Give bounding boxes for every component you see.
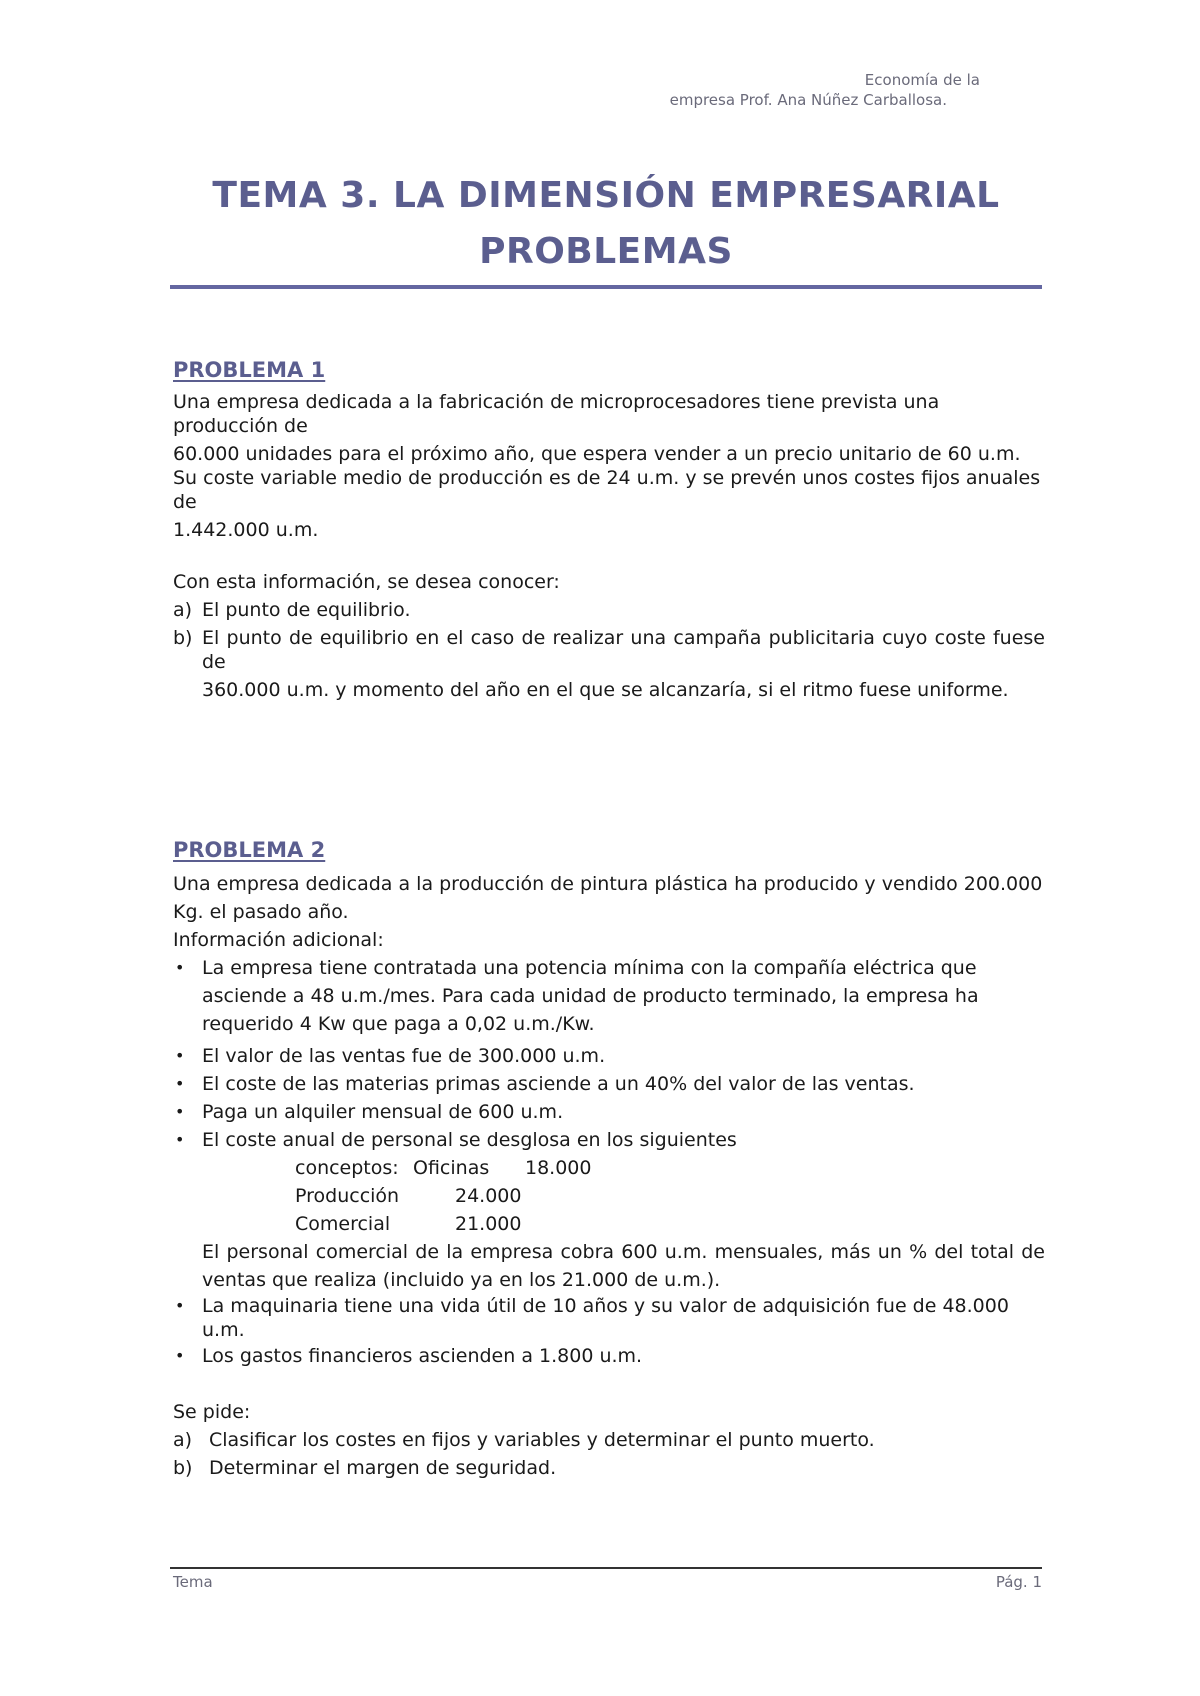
problem-2-heading: PROBLEMA 2 — [173, 838, 326, 862]
title-line-2: PROBLEMAS — [479, 231, 733, 272]
staff-note: El personal comercial de la empresa cobra 600 u.m. mensuales, más un % del total de ventas que realiza (incluido ya en los 21.000 de u.m.). — [202, 1241, 1045, 1291]
footer-divider — [170, 1567, 1042, 1569]
problem-1-question-b — [173, 626, 1045, 702]
question-text-continued: 360.000 u.m. y momento del año en el que se alcanzaría, si el ritmo fuese uniforme. — [202, 679, 1009, 701]
list-item-text: El coste anual de personal se desglosa en los siguientes — [202, 1129, 737, 1151]
list-item-text: La empresa tiene contratada una potencia mínima con la compañía eléctrica que asciende a 48 u.m./mes. Para cada unidad de producto terminado, la empresa ha requerido 4 Kw que paga a 0,02 u.m./Kw. — [202, 957, 979, 1035]
list-item — [173, 1342, 1045, 1370]
list-item — [173, 1126, 1045, 1294]
problem-2-question-a — [173, 1426, 1045, 1454]
spacer — [173, 1370, 1045, 1398]
bullet-icon: • — [175, 958, 185, 977]
list-item-text: El coste de las materias primas asciende a un 40% del valor de las ventas. — [202, 1073, 915, 1095]
header-note — [670, 70, 980, 110]
bullet-icon: • — [175, 1346, 185, 1365]
question-marker: a) — [173, 1429, 193, 1451]
bullet-icon: • — [175, 1296, 185, 1315]
staff-concept: Producción — [295, 1185, 400, 1207]
bullet-icon: • — [175, 1130, 185, 1149]
problem-1-section — [173, 356, 1045, 706]
staff-amount: 18.000 — [525, 1157, 592, 1179]
staff-amount: 21.000 — [455, 1213, 522, 1235]
list-item — [173, 1294, 1045, 1342]
staff-concept: Comercial — [295, 1213, 391, 1235]
bullet-icon: • — [175, 1102, 185, 1121]
question-text: El punto de equilibrio. — [202, 599, 411, 621]
question-marker: b) — [173, 1457, 193, 1479]
problem-2-info-list — [173, 954, 1045, 1370]
problem-1-heading: PROBLEMA 1 — [173, 358, 326, 382]
staff-prefix: conceptos: — [295, 1157, 399, 1179]
question-marker: a) — [173, 599, 193, 621]
problem-1-question-a — [173, 598, 1045, 622]
header-line-2: empresa Prof. Ana Núñez Carballosa. — [669, 91, 947, 109]
problem-1-questions — [173, 598, 1045, 702]
staff-concept: Oficinas — [413, 1157, 490, 1179]
list-item — [173, 954, 1045, 1038]
list-item — [173, 1098, 1045, 1126]
bullet-icon: • — [175, 1074, 185, 1093]
bullet-icon: • — [175, 1046, 185, 1065]
problem-2-info-label: Información adicional: — [173, 929, 384, 951]
title-line-1: TEMA 3. LA DIMENSIÓN EMPRESARIAL — [212, 175, 1000, 216]
question-text: Determinar el margen de seguridad. — [209, 1457, 557, 1479]
staff-cost-table — [295, 1154, 591, 1182]
table-row — [295, 1210, 521, 1238]
footer-left: Tema — [173, 1573, 213, 1591]
header-line-1: Economía de la — [864, 71, 980, 89]
problem-2-question-b — [173, 1454, 1045, 1482]
problem-2-section — [173, 836, 1045, 1482]
list-item-text: La maquinaria tiene una vida útil de 10 años y su valor de adquisición fue de 48.000 u.m. — [202, 1295, 1009, 1341]
question-marker: b) — [173, 627, 193, 649]
question-text: El punto de equilibrio en el caso de realizar una campaña publicitaria cuyo coste fuese de — [202, 627, 1045, 673]
problem-1-text-3: 1.442.000 u.m. — [173, 519, 319, 541]
problem-2-ask-label: Se pide: — [173, 1401, 251, 1423]
problem-2-questions — [173, 1426, 1045, 1482]
list-item-text: Los gastos financieros ascienden a 1.800 u.m. — [202, 1345, 643, 1367]
question-text: Clasificar los costes en fijos y variables y determinar el punto muerto. — [209, 1429, 875, 1451]
staff-amount: 24.000 — [455, 1185, 522, 1207]
list-item — [173, 1042, 1045, 1070]
table-row — [295, 1182, 521, 1210]
table-row — [295, 1154, 591, 1182]
problem-1-intro: Con esta información, se desea conocer: — [173, 571, 560, 593]
spacer — [173, 542, 1045, 570]
list-item-text: Paga un alquiler mensual de 600 u.m. — [202, 1101, 564, 1123]
problem-1-text-1: Una empresa dedicada a la fabricación de microprocesadores tiene prevista una producción de — [173, 391, 940, 437]
list-item — [173, 1070, 1045, 1098]
staff-cost-table-cont — [295, 1182, 521, 1238]
page-title — [170, 168, 1042, 280]
problem-1-text-2: 60.000 unidades para el próximo año, que espera vender a un precio unitario de 60 u.m. Su coste variable medio de producción es de 24 u.m. y se prevén unos costes fijos anuales de — [173, 443, 1041, 513]
list-item-text: El valor de las ventas fue de 300.000 u.m. — [202, 1045, 606, 1067]
title-divider — [170, 285, 1042, 289]
problem-2-text: Una empresa dedicada a la producción de pintura plástica ha producido y vendido 200.000 Kg. el pasado año. — [173, 873, 1043, 923]
page-number: Pág. 1 — [995, 1573, 1042, 1591]
